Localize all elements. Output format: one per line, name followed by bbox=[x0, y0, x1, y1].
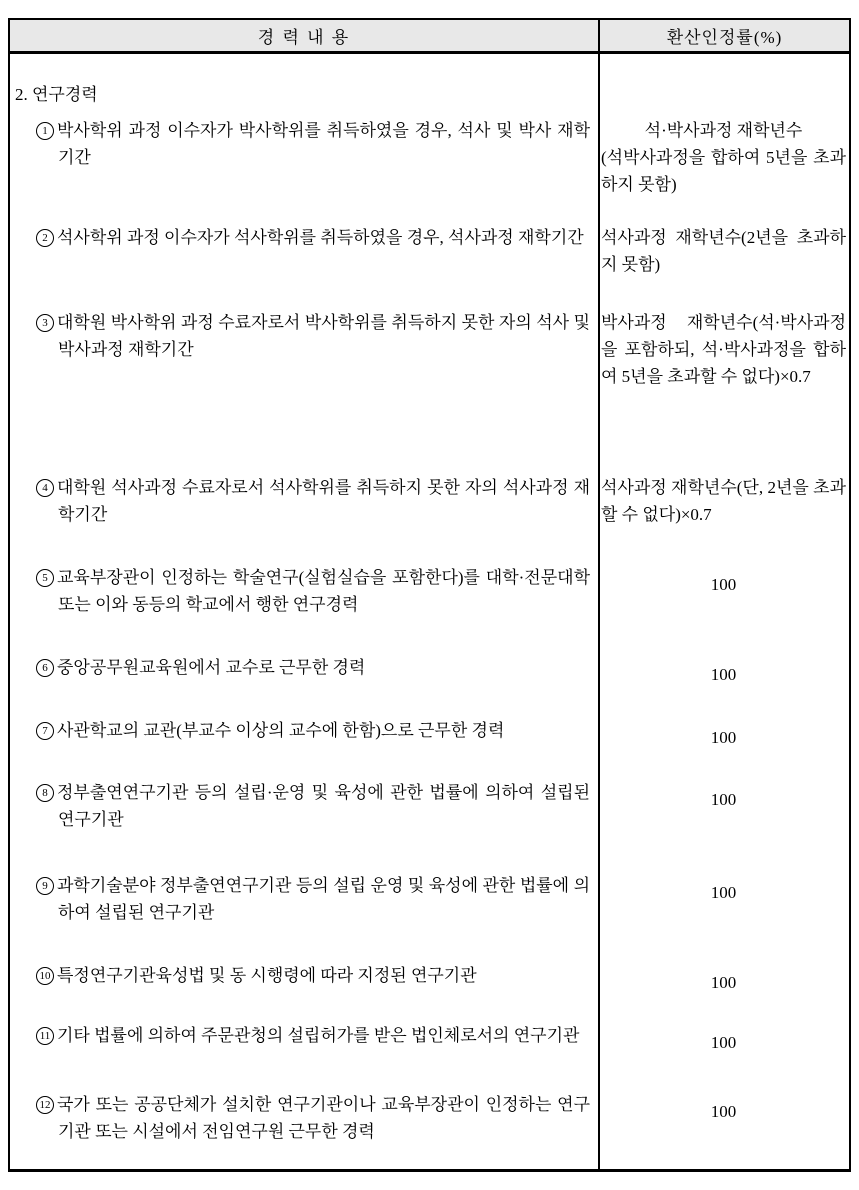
table-row-1 bbox=[10, 117, 849, 224]
table-row-9 bbox=[10, 872, 849, 962]
item-number-circled: 9 bbox=[36, 877, 54, 895]
rate-cell bbox=[598, 717, 849, 751]
item-text bbox=[15, 1022, 590, 1049]
table-row-10 bbox=[10, 962, 849, 1022]
item-text bbox=[15, 309, 590, 363]
item-text-body: 특정연구기관육성법 및 동 시행령에 따라 지정된 연구기관 bbox=[57, 966, 477, 985]
rate-note: 박사과정 재학년수(석·박사과정을 포함하되, 석·박사과정을 합하여 5년을 초과할 수 없다)×0.7 bbox=[601, 313, 846, 386]
item-number-circled: 2 bbox=[36, 229, 54, 247]
item-text-body: 국가 또는 공공단체가 설치한 연구기관이나 교육부장관이 인정하는 연구기관 또는 시설에서 전임연구원 근무한 경력 bbox=[57, 1095, 590, 1141]
table-row-3 bbox=[10, 309, 849, 474]
rate-cell bbox=[598, 224, 849, 278]
item-text-body: 과학기술분야 정부출연연구기관 등의 설립 운영 및 육성에 관한 법률에 의하여 설립된 연구기관 bbox=[57, 876, 590, 922]
rate-note: 석사과정 재학년수(단, 2년을 초과할 수 없다)×0.7 bbox=[601, 478, 846, 524]
rate-note: 석사과정 재학년수(2년을 초과하지 못함) bbox=[601, 228, 846, 274]
item-text bbox=[15, 224, 590, 251]
item-number-circled: 3 bbox=[36, 314, 54, 332]
rate-value: 100 bbox=[710, 1102, 737, 1121]
career-rate-table bbox=[8, 18, 851, 1172]
rate-value: 100 bbox=[710, 973, 737, 992]
item-text bbox=[15, 564, 590, 618]
item-text bbox=[15, 962, 590, 989]
item-text-body: 대학원 석사과정 수료자로서 석사학위를 취득하지 못한 자의 석사과정 재학기간 bbox=[57, 478, 590, 524]
rate-value: 100 bbox=[710, 575, 737, 594]
item-text bbox=[15, 779, 590, 833]
rate-value: 100 bbox=[710, 790, 737, 809]
item-text bbox=[15, 872, 590, 926]
item-text-body: 기타 법률에 의하여 주문관청의 설립허가를 받은 법인체로서의 연구기관 bbox=[57, 1026, 580, 1045]
table-row-7 bbox=[10, 717, 849, 779]
item-number-circled: 11 bbox=[36, 1027, 54, 1045]
table-row-5 bbox=[10, 564, 849, 654]
table-header-row bbox=[10, 20, 849, 54]
rate-cell bbox=[598, 564, 849, 598]
rate-cell bbox=[598, 309, 849, 390]
table-row-6 bbox=[10, 654, 849, 717]
header-conversion-rate: 환산인정률(%) bbox=[598, 20, 849, 51]
item-text-body: 사관학교의 교관(부교수 이상의 교수에 한함)으로 근무한 경력 bbox=[57, 721, 505, 740]
item-text bbox=[15, 1091, 590, 1145]
item-text bbox=[15, 654, 590, 681]
item-number-circled: 1 bbox=[36, 122, 54, 140]
table-row-8 bbox=[10, 779, 849, 872]
rate-title: 석·박사과정 재학년수 bbox=[644, 121, 803, 140]
rate-cell bbox=[598, 872, 849, 906]
table-row-4 bbox=[10, 474, 849, 564]
item-text bbox=[15, 474, 590, 528]
item-number-circled: 4 bbox=[36, 479, 54, 497]
item-number-circled: 10 bbox=[36, 967, 54, 985]
item-text bbox=[15, 117, 590, 171]
rate-cell bbox=[598, 474, 849, 528]
item-number-circled: 12 bbox=[36, 1096, 54, 1114]
section-row bbox=[10, 54, 849, 117]
rate-cell bbox=[598, 1091, 849, 1125]
item-text bbox=[15, 717, 590, 744]
item-text-body: 박사학위 과정 이수자가 박사학위를 취득하였을 경우, 석사 및 박사 재학기간 bbox=[57, 121, 590, 167]
rate-value: 100 bbox=[710, 1033, 737, 1052]
table-row-2 bbox=[10, 224, 849, 309]
item-text-body: 교육부장관이 인정하는 학술연구(실험실습을 포함한다)를 대학·전문대학 또는 이와 동등의 학교에서 행한 연구경력 bbox=[57, 568, 590, 614]
item-text-body: 정부출연연구기관 등의 설립·운영 및 육성에 관한 법률에 의하여 설립된 연구기관 bbox=[57, 783, 590, 829]
item-number-circled: 6 bbox=[36, 659, 54, 677]
header-career-content: 경 력 내 용 bbox=[257, 28, 351, 47]
rate-value: 100 bbox=[710, 883, 737, 902]
table-row-12 bbox=[10, 1091, 849, 1169]
section-rate-cell bbox=[598, 54, 849, 81]
rate-cell bbox=[598, 962, 849, 996]
rate-cell bbox=[598, 779, 849, 813]
rate-value: 100 bbox=[710, 665, 737, 684]
item-number-circled: 7 bbox=[36, 722, 54, 740]
section-title: 2. 연구경력 bbox=[15, 85, 98, 104]
item-text-body: 중앙공무원교육원에서 교수로 근무한 경력 bbox=[57, 658, 366, 677]
item-text-body: 대학원 박사학위 과정 수료자로서 박사학위를 취득하지 못한 자의 석사 및 박사과정 재학기간 bbox=[57, 313, 590, 359]
rate-cell bbox=[598, 117, 849, 198]
table-body bbox=[10, 54, 849, 1169]
rate-note: (석박사과정을 합하여 5년을 초과하지 못함) bbox=[601, 148, 846, 194]
item-number-circled: 8 bbox=[36, 784, 54, 802]
item-text-body: 석사학위 과정 이수자가 석사학위를 취득하였을 경우, 석사과정 재학기간 bbox=[57, 228, 584, 247]
rate-cell bbox=[598, 1022, 849, 1056]
rate-value: 100 bbox=[710, 728, 737, 747]
item-number-circled: 5 bbox=[36, 569, 54, 587]
table-row-11 bbox=[10, 1022, 849, 1091]
rate-cell bbox=[598, 654, 849, 688]
